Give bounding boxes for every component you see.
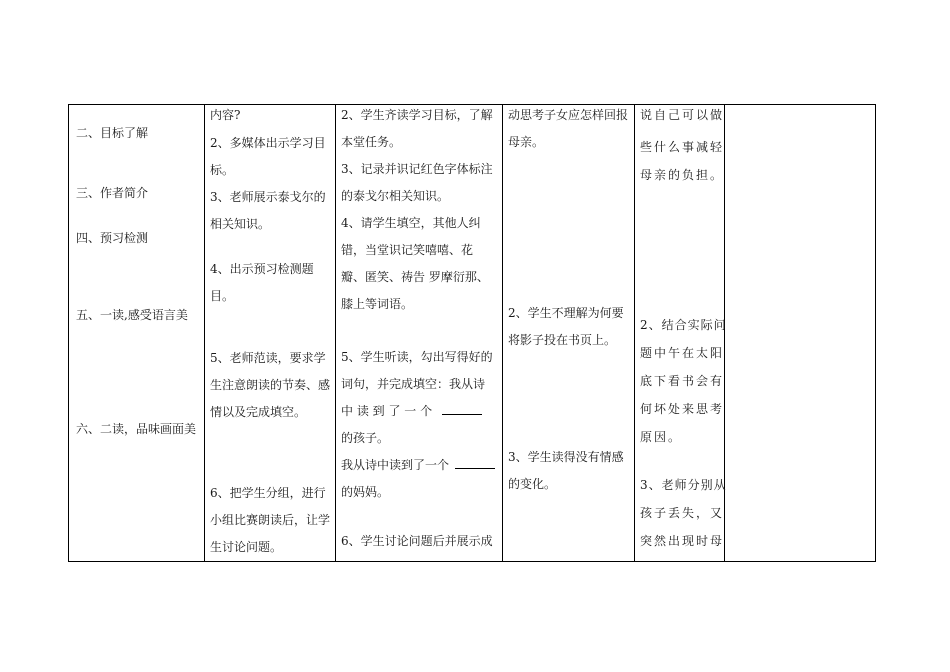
answer-blank — [442, 400, 482, 415]
teacher-activity-line: 标。 — [210, 163, 235, 177]
teacher-activity-line: 5、老师范读，要求学 — [210, 351, 326, 365]
student-activity-line: 错，当堂识记笑嘻嘻、花 — [341, 243, 474, 257]
student-activity-line: 词句，并完成填空：我从诗 — [341, 377, 486, 391]
student-activity-line: 膝上等词语。 — [341, 297, 414, 311]
column-divider — [502, 104, 503, 562]
solution-line: 底下看书会有 — [640, 374, 725, 388]
section-heading: 二、目标了解 — [76, 126, 149, 140]
section-heading: 五、一读,感受语言美 — [76, 308, 188, 322]
teacher-activity-line: 小组比赛朗读后，让学 — [210, 513, 331, 527]
teacher-activity-line: 4、出示预习检测题 — [210, 262, 314, 276]
section-heading: 六、二读，品味画面美 — [76, 422, 197, 436]
teacher-activity-line: 相关知识。 — [210, 217, 271, 231]
student-activity-line: 5、学生听读，勾出写得好的 — [341, 350, 493, 364]
problem-line: 2、学生不理解为何要 — [508, 306, 624, 320]
solution-line: 说自己可以做 — [640, 108, 725, 122]
fill-in-blank-line — [341, 400, 482, 423]
teacher-activity-line: 情以及完成填空。 — [210, 405, 307, 419]
solution-line: 何坏处来思考 — [640, 402, 725, 416]
teacher-activity-line: 目。 — [210, 289, 235, 303]
section-heading: 三、作者简介 — [76, 186, 149, 200]
solution-line: 题中午在太阳 — [640, 346, 725, 360]
student-activity-line: 3、记录并识记红色字体标注 — [341, 162, 493, 176]
student-activity-line: 6、学生讨论问题后并展示成 — [341, 534, 493, 548]
problem-line: 的变化。 — [508, 477, 557, 491]
column-divider — [204, 104, 205, 562]
fill-in-blank-line — [341, 454, 495, 477]
answer-blank — [455, 454, 495, 469]
student-activity-line: 2、学生齐读学习目标，了解 — [341, 108, 493, 122]
column-divider — [634, 104, 635, 562]
solution-line: 些什么事减轻 — [640, 140, 725, 154]
student-activity-line: 中 读 到 了 一 个 — [341, 404, 433, 418]
student-activity-line: 的泰戈尔相关知识。 — [341, 189, 450, 203]
solution-line: 母亲的负担。 — [640, 168, 725, 182]
teacher-activity-line: 6、把学生分组，进行 — [210, 486, 326, 500]
solution-line: 孩子丢失，又 — [640, 506, 725, 520]
student-activity-line: 的妈妈。 — [341, 485, 390, 499]
teacher-activity-line: 生注意朗读的节奏、感 — [210, 378, 331, 392]
section-heading: 四、预习检测 — [76, 231, 149, 245]
problem-line: 3、学生读得没有情感 — [508, 450, 624, 464]
student-activity-line: 我从诗中读到了一个 — [341, 458, 450, 472]
teacher-activity-line: 内容? — [210, 108, 241, 122]
teacher-activity-line: 2、多媒体出示学习目 — [210, 136, 326, 150]
student-activity-line: 瓣、匿笑、祷告 罗摩衍那、 — [341, 270, 489, 284]
column-divider — [335, 104, 336, 562]
solution-line: 2、结合实际问 — [640, 318, 727, 332]
problem-line: 母亲。 — [508, 135, 545, 149]
solution-line: 3、老师分别从 — [640, 478, 727, 492]
teacher-activity-line: 生讨论问题。 — [210, 540, 283, 554]
student-activity-line: 本堂任务。 — [341, 135, 402, 149]
problem-line: 动思考子女应怎样回报 — [508, 108, 629, 122]
student-activity-line: 4、请学生填空，其他人纠 — [341, 216, 481, 230]
teacher-activity-line: 3、老师展示泰戈尔的 — [210, 190, 326, 204]
student-activity-line: 的孩子。 — [341, 431, 390, 445]
solution-line: 原因。 — [640, 430, 683, 444]
solution-line: 突然出现时母 — [640, 534, 725, 548]
problem-line: 将影子投在书页上。 — [508, 333, 617, 347]
